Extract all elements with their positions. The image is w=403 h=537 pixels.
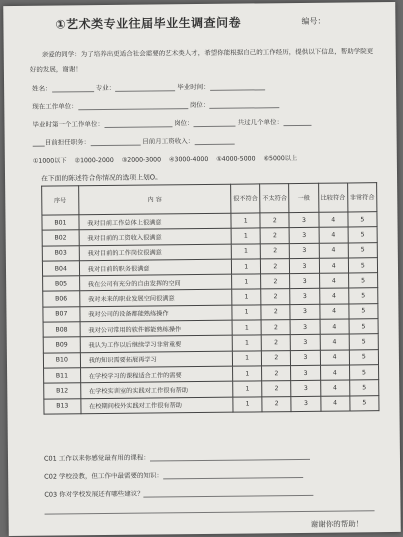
rating-option-5[interactable]: 5: [350, 395, 379, 411]
row-statement: 在学校实训室的实践对工作很有帮助: [80, 381, 233, 398]
current-employer-label: 现在工作单位：: [32, 102, 78, 111]
first-position-field[interactable]: [193, 118, 235, 127]
rating-option-3[interactable]: 3: [290, 304, 319, 320]
salary-field[interactable]: [194, 136, 234, 145]
row-id: B07: [43, 307, 80, 323]
open-question-3-field[interactable]: [144, 487, 314, 498]
salary-option-6[interactable]: ⑥5000以上: [263, 154, 298, 163]
row-id: B09: [43, 337, 80, 353]
salary-option-3[interactable]: ③2000-3000: [121, 156, 162, 164]
open-question-3: [44, 487, 313, 499]
rating-option-4[interactable]: 4: [320, 350, 349, 366]
employer-count-label: 共过几个单位：: [237, 118, 284, 127]
rating-option-4[interactable]: 4: [319, 258, 348, 274]
rating-option-4[interactable]: 4: [319, 304, 348, 320]
salary-option-1[interactable]: ①1000以下: [32, 157, 67, 165]
open-question-1-field[interactable]: [150, 451, 310, 462]
rating-option-5[interactable]: 5: [349, 349, 378, 365]
rating-option-2[interactable]: 2: [260, 213, 289, 229]
row-id: B02: [42, 230, 79, 246]
row-id: B05: [43, 276, 80, 292]
rating-option-4[interactable]: 4: [319, 212, 348, 228]
table-row: [44, 395, 379, 414]
rating-option-3[interactable]: 3: [291, 381, 320, 397]
rating-option-1[interactable]: 1: [233, 381, 262, 397]
salary-options: [33, 153, 303, 165]
rating-option-1[interactable]: 1: [231, 228, 260, 244]
row-statement: 我对目前的工作岗位很满意: [79, 244, 232, 261]
row-id: B13: [44, 398, 81, 414]
row-statement: 我对目前工作总体上很满意: [79, 213, 232, 230]
row-statement: 在学校学习的课程适合工作的需要: [80, 366, 233, 383]
row-statement: 我在公司有充分的自由发挥的空间: [79, 274, 232, 291]
first-employer-field[interactable]: [104, 118, 172, 128]
employer-count-field[interactable]: [283, 117, 311, 126]
rating-option-5[interactable]: 5: [349, 380, 378, 396]
open-question-2-field[interactable]: [163, 469, 303, 479]
col-header-3: 一般: [289, 183, 318, 212]
rating-option-2[interactable]: 2: [261, 243, 290, 259]
field-row-1: [32, 81, 265, 92]
questionnaire-sheet: [3, 2, 401, 536]
table-header-row: [42, 183, 377, 216]
rating-option-4[interactable]: 4: [319, 273, 348, 289]
rating-option-3[interactable]: 3: [290, 243, 319, 259]
field-row-2: [32, 99, 279, 111]
rating-option-5[interactable]: 5: [349, 334, 378, 350]
open-question-1: [44, 451, 310, 463]
rating-option-2[interactable]: 2: [262, 350, 291, 366]
col-header-5: 非常符合: [347, 183, 377, 212]
rating-option-4[interactable]: 4: [320, 380, 349, 396]
open-question-3-label: C03 你对学校发展还有哪些建议？: [44, 489, 144, 499]
duty-field[interactable]: [90, 137, 140, 147]
open-question-1-label: C01 工作以来你感觉最有用的课程：: [43, 453, 150, 463]
rating-option-1[interactable]: 1: [232, 351, 261, 367]
rating-option-3[interactable]: 3: [291, 350, 320, 366]
row-statement: 我对目前的工资收入很满意: [79, 228, 232, 245]
rating-option-3[interactable]: 3: [291, 335, 320, 351]
rating-option-1[interactable]: 1: [232, 289, 261, 305]
col-header-1: 很不符合: [231, 184, 260, 213]
rating-option-2[interactable]: 2: [261, 258, 290, 274]
col-header-2: 不太符合: [260, 184, 289, 213]
row-id: B03: [42, 245, 79, 261]
field-row-3: [32, 117, 311, 129]
rating-option-5[interactable]: 5: [348, 212, 377, 228]
row-id: B06: [43, 291, 80, 307]
col-header-4: 比较符合: [318, 183, 347, 212]
row-id: B04: [42, 261, 79, 277]
major-field[interactable]: [115, 82, 175, 92]
row-statement: 我认为工作以后继续学习非常重要: [80, 336, 233, 353]
open-question-2: [44, 469, 303, 481]
rating-option-2[interactable]: 2: [261, 274, 290, 290]
row-id: B10: [43, 352, 80, 368]
rating-option-5[interactable]: 5: [348, 273, 377, 289]
rating-option-4[interactable]: 4: [320, 396, 349, 412]
name-label: 姓名：: [32, 84, 52, 93]
rating-option-5[interactable]: 5: [348, 288, 377, 304]
rating-option-1[interactable]: 1: [233, 366, 262, 382]
row-statement: 我对目前的职务很满意: [79, 259, 232, 276]
answer-line[interactable]: [45, 510, 375, 514]
rating-option-2[interactable]: 2: [261, 320, 290, 336]
intro-text: 亲爱的同学：为了培养出更适合社会需要的艺术类人才，希望你能根据自己的工作经历，提供以下信息，帮助学院更好的发展，谢谢！: [29, 47, 374, 74]
rating-option-4[interactable]: 4: [320, 334, 349, 350]
open-question-2-label: C02 学校没教，但工作中最需要的知识：: [44, 471, 164, 481]
rating-option-1[interactable]: 1: [231, 259, 260, 275]
position-label: 岗位：: [189, 100, 210, 110]
rating-option-2[interactable]: 2: [261, 289, 290, 305]
number-label: 编号：: [301, 16, 326, 26]
rating-option-4[interactable]: 4: [319, 227, 348, 243]
rating-option-5[interactable]: 5: [349, 319, 378, 335]
rating-option-2[interactable]: 2: [261, 304, 290, 320]
rating-option-3[interactable]: 3: [290, 319, 319, 335]
rating-option-1[interactable]: 1: [232, 320, 261, 336]
first-position-label: 岗位：: [174, 119, 194, 128]
rating-option-3[interactable]: 3: [289, 212, 318, 228]
row-id: B01: [42, 215, 79, 231]
row-statement: 我对未来的职业发展空间很满意: [79, 290, 232, 307]
row-id: B11: [44, 368, 81, 384]
major-label: 专业：: [95, 83, 116, 93]
rating-option-2[interactable]: 2: [261, 335, 290, 351]
position-field[interactable]: [209, 99, 279, 109]
first-employer-label: 毕业时第一个工作单位：: [32, 120, 105, 129]
rating-table: [41, 182, 379, 414]
current-employer-field[interactable]: [78, 100, 188, 110]
rating-option-5[interactable]: 5: [348, 227, 377, 243]
rating-option-1[interactable]: 1: [232, 335, 261, 351]
rating-option-4[interactable]: 4: [319, 288, 348, 304]
page-title: ①艺术类专业往届毕业生调查问卷: [55, 15, 242, 32]
rating-option-1[interactable]: 1: [231, 213, 260, 229]
name-field[interactable]: [52, 83, 94, 92]
salary-option-2[interactable]: ②1000-2000: [74, 156, 114, 165]
rating-option-5[interactable]: 5: [349, 303, 378, 319]
grad-time-field[interactable]: [210, 81, 265, 91]
rating-option-2[interactable]: 2: [262, 381, 291, 397]
row-id: B12: [44, 383, 81, 399]
salary-label: 目前月工资收入：: [142, 137, 195, 146]
rating-option-3[interactable]: 3: [290, 273, 319, 289]
rating-option-5[interactable]: 5: [349, 365, 378, 381]
question-heading: 在下面的陈述符合你情况的选项上划O。: [41, 173, 162, 183]
rating-option-1[interactable]: 1: [233, 396, 262, 412]
rating-option-3[interactable]: 3: [291, 396, 320, 412]
rating-option-5[interactable]: 5: [348, 242, 377, 258]
rating-option-3[interactable]: 3: [290, 258, 319, 274]
rating-option-3[interactable]: 3: [290, 228, 319, 244]
rating-option-4[interactable]: 4: [319, 243, 348, 259]
rating-option-2[interactable]: 2: [262, 396, 291, 412]
rating-option-1[interactable]: 1: [232, 274, 261, 290]
blank-lead: [33, 138, 45, 147]
rating-option-4[interactable]: 4: [320, 319, 349, 335]
rating-option-1[interactable]: 1: [232, 305, 261, 321]
col-header-id: 序号: [42, 186, 79, 215]
row-statement: 我对公司的设备都能熟练操作: [80, 305, 233, 322]
intro-paragraph: [30, 44, 376, 78]
salary-option-4[interactable]: ④3000-4000: [168, 155, 209, 164]
row-statement: 我对公司常用的软件都能熟练操作: [80, 320, 233, 337]
rating-option-5[interactable]: 5: [348, 258, 377, 274]
row-statement: 我的知识需要拓展再学习: [80, 351, 233, 368]
duty-label: 目前担任职务：: [44, 138, 91, 147]
salary-option-5[interactable]: ⑤4000-5000: [216, 155, 256, 163]
rating-option-4[interactable]: 4: [320, 365, 349, 381]
rating-option-2[interactable]: 2: [260, 228, 289, 244]
rating-option-3[interactable]: 3: [291, 365, 320, 381]
thanks-note: 谢谢你的帮助！: [310, 519, 364, 529]
rating-option-3[interactable]: 3: [290, 289, 319, 305]
rating-option-1[interactable]: 1: [231, 243, 260, 259]
row-statement: 在校期间校外实践对工作很有帮助: [81, 397, 234, 414]
row-id: B08: [43, 322, 80, 338]
rating-option-2[interactable]: 2: [262, 366, 291, 382]
field-row-4: [33, 136, 235, 147]
grad-time-label: 毕业时间：: [177, 82, 210, 92]
col-header-content: 内 容: [78, 184, 231, 215]
